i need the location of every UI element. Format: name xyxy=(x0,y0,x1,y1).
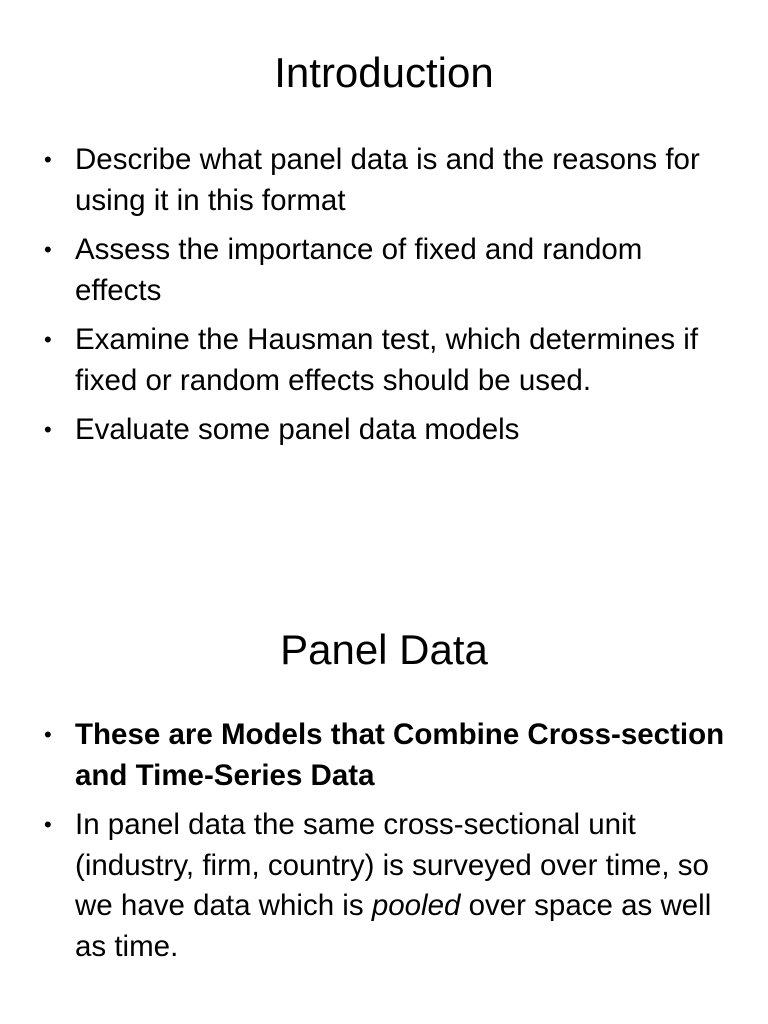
list-item xyxy=(0,140,768,221)
list-item xyxy=(0,410,768,451)
emphasized-term: pooled xyxy=(371,889,461,922)
bullet-icon: • xyxy=(44,417,52,442)
list-item-text: These are Models that Combine Cross-section and Time-Series Data xyxy=(75,718,725,792)
bullet-list xyxy=(0,715,768,976)
bullet-icon: • xyxy=(44,147,52,172)
bullet-icon: • xyxy=(44,327,52,352)
list-item xyxy=(0,320,768,401)
list-item-text: Describe what panel data is and the reasons for using it in this format xyxy=(75,143,700,217)
list-item xyxy=(0,805,768,967)
bullet-list xyxy=(0,140,768,460)
list-item-text: Evaluate some panel data models xyxy=(75,413,520,446)
list-item-text xyxy=(75,808,711,963)
slide-panel-data xyxy=(0,578,768,1024)
slide-title: Introduction xyxy=(274,49,494,96)
list-item-text: Assess the importance of fixed and random effects xyxy=(75,233,643,307)
bullet-icon: • xyxy=(44,812,52,837)
bullet-icon: • xyxy=(44,237,52,262)
list-item-text-part: over space as well as time. xyxy=(75,889,712,963)
bullet-icon: • xyxy=(44,722,52,747)
list-item xyxy=(0,715,768,796)
list-item-text-part: In panel data the same cross-sectional unit (industry, firm, country) is surveyed over time, so we have data which is xyxy=(75,808,709,922)
slide-title: Panel Data xyxy=(280,626,488,673)
list-item xyxy=(0,230,768,311)
list-item-text: Examine the Hausman test, which determines if fixed or random effects should be used. xyxy=(75,323,699,397)
